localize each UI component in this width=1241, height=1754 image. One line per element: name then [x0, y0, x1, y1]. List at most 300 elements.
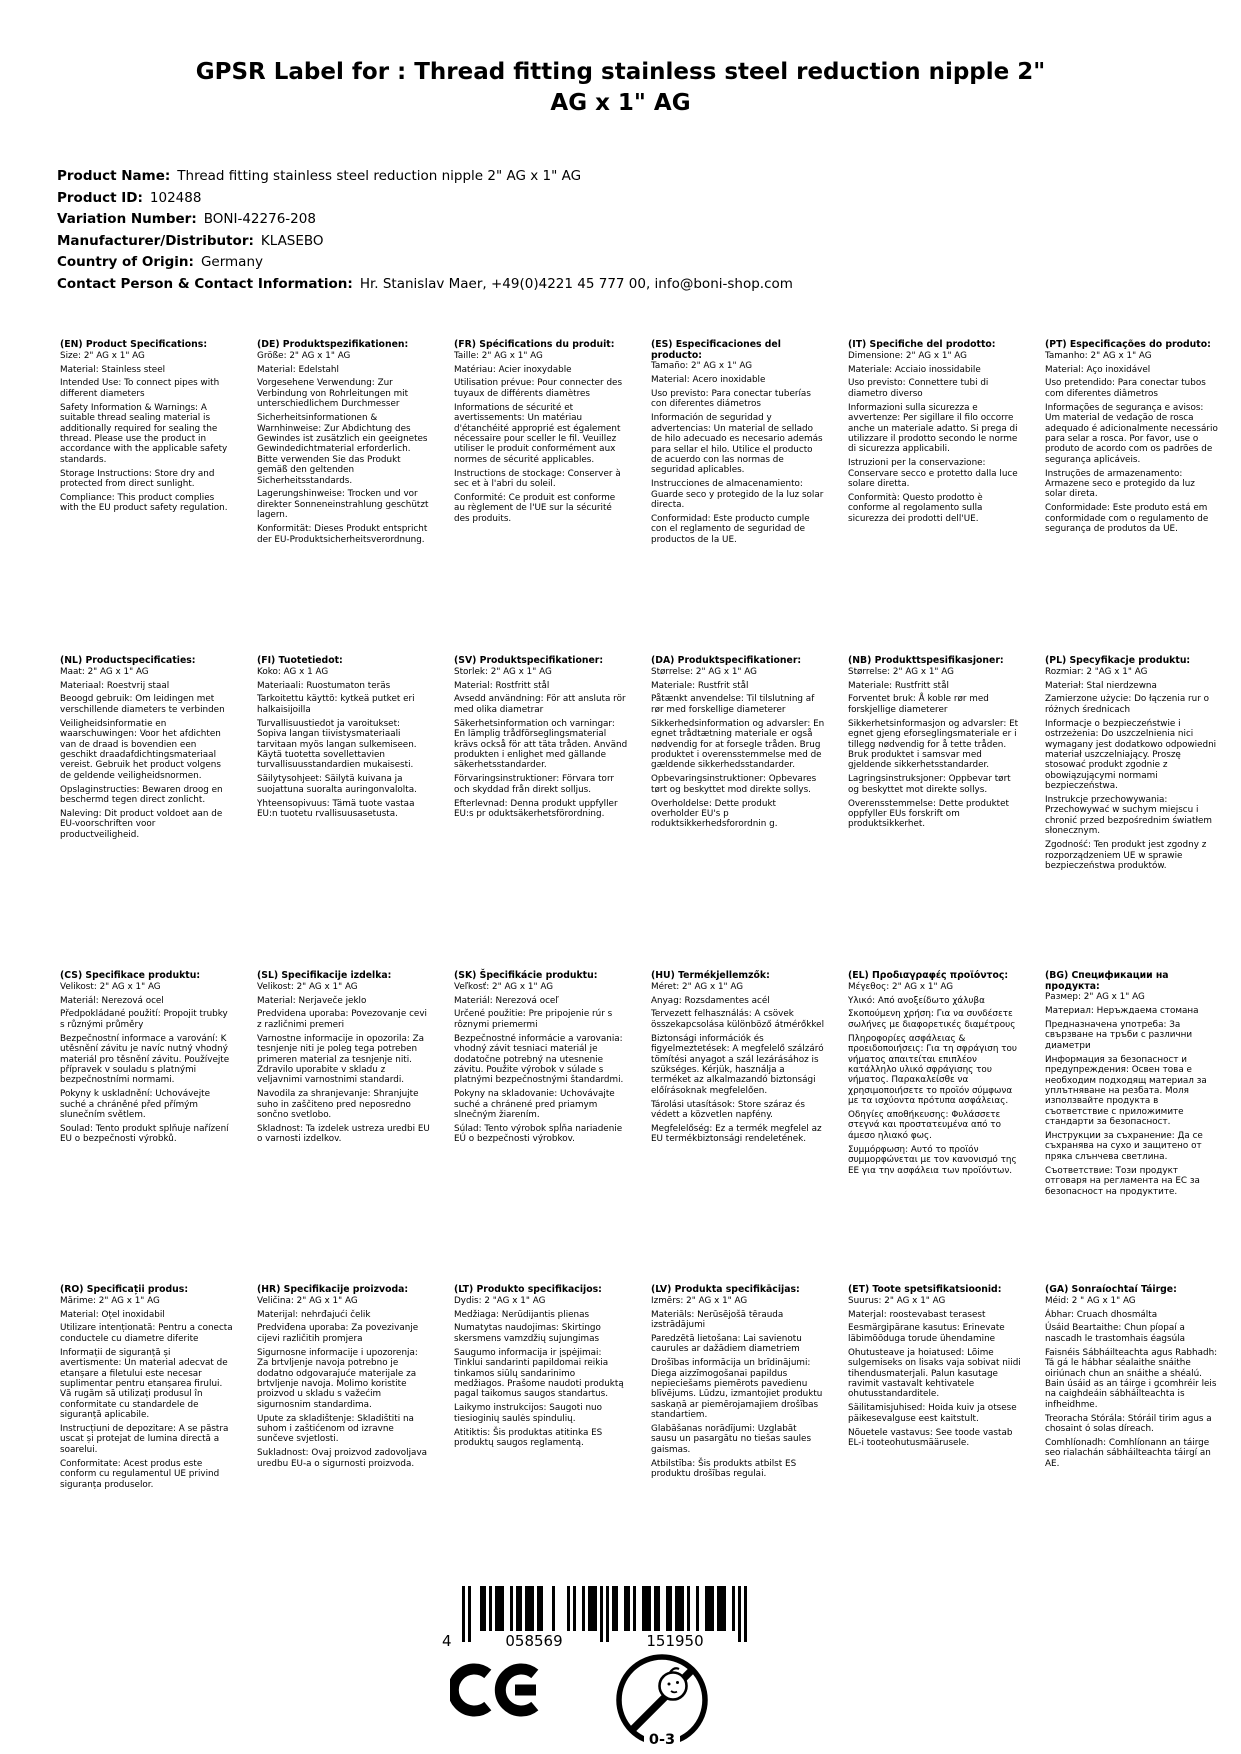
spec-paragraph: Bezpečnostní informace a varování: K utěsnění závitu je navíc nutný vhodný materiál pro těsnění závitu. Používejte přípravek v souladu s platnými bezpečnostními normami.	[60, 1033, 230, 1086]
age-warning-0-3-icon	[612, 1650, 712, 1754]
spec-paragraph: Размер: 2" AG x 1" AG	[1045, 992, 1145, 1003]
spec-paragraph: Bezpečnostné informácie a varovania: vhodný závit tesniaci materiál je dodatočne potrebný na utesnenie závitu. Použite výrobok v súlade s platnými bezpečnostnými štandardmi.	[454, 1033, 624, 1086]
ce-letter-c	[453, 1669, 487, 1711]
spec-paragraph: Uso previsto: Para conectar tuberías con diferentes diámetros	[651, 389, 811, 410]
language-cell-es	[651, 340, 825, 545]
spec-paragraph: Material: Aço inoxidável	[1045, 364, 1151, 375]
language-cell-en	[60, 340, 234, 514]
product-info-row	[57, 231, 1201, 253]
language-cell-header: (SL) Specifikacije izdelka:	[257, 970, 392, 981]
ean13-barcode	[440, 1586, 752, 1650]
barcode-bar	[738, 1586, 741, 1642]
language-cell-body	[651, 982, 825, 1145]
spec-paragraph: Dimensione: 2" AG x 1" AG	[848, 350, 967, 361]
spec-paragraph: Suurus: 2" AG x 1" AG	[848, 1295, 946, 1306]
spec-paragraph: Storage Instructions: Store dry and protected from direct sunlight.	[60, 468, 215, 490]
barcode-bar	[669, 1586, 672, 1631]
language-cell-header: (DA) Produktspecifikationer:	[651, 655, 802, 666]
barcode-bar	[615, 1586, 618, 1631]
spec-paragraph: Υλικό: Από ανοξείδωτο χάλυβα	[848, 995, 985, 1006]
spec-paragraph: Materiāls: Nerūsējošā tērauda izstrādājumi	[651, 1309, 784, 1330]
product-field-label: Variation Number:	[57, 211, 197, 227]
language-cell-body	[848, 982, 1022, 1176]
spec-paragraph: Numatytas naudojimas: Skirtingo skersmens vamzdžių sujungimas	[454, 1323, 601, 1344]
barcode-bar	[711, 1586, 714, 1631]
spec-paragraph: Treoracha Stórála: Stóráil tirim agus a chosaint ó solas díreach.	[1045, 1413, 1212, 1435]
barcode-bar	[642, 1586, 645, 1631]
barcode-bar	[519, 1586, 522, 1631]
barcode-bar	[666, 1586, 669, 1631]
spec-paragraph: Conformité: Ce produit est conforme au règlement de l'UE sur la sécurité des produits.	[454, 492, 616, 524]
product-field-value: Hr. Stanislav Maer, +49(0)4221 45 777 00, info@boni-shop.com	[359, 275, 793, 292]
spec-paragraph: Veličina: 2" AG x 1" AG	[257, 1295, 358, 1306]
barcode-bar	[606, 1586, 609, 1642]
barcode-bar	[567, 1586, 570, 1631]
spec-paragraph: Instrucțiuni de depozitare: A se păstra uscat și protejat de lumina directă a soarelui.	[60, 1424, 229, 1455]
language-cell-body	[60, 351, 234, 514]
language-cell-sk	[454, 971, 628, 1145]
spec-paragraph: Conformidad: Este producto cumple con el reglamento de seguridad de productos de la UE.	[651, 513, 810, 545]
barcode-bar	[717, 1586, 720, 1631]
language-cell-ro	[60, 1285, 234, 1490]
spec-paragraph: Naleving: Dit product voldoet aan de EU-voorschriften voor productveiligheid.	[60, 808, 223, 840]
spec-paragraph: Lagringsinstruksjoner: Oppbevar tørt og beskyttet mot direkte sollys.	[848, 774, 1011, 795]
spec-paragraph: Sikkerhetsinformasjon og advarsler: Et egnet gjeng eforseglingsmateriale er i tillegg nødvendig for å tette tråden. Bruk produktet i samsvar med gjeldende sikkerhetsstandarder.	[848, 718, 1019, 771]
language-cell-header: (GA) Sonraíochtaí Táirge:	[1045, 1284, 1177, 1295]
spec-paragraph: Informazioni sulla sicurezza e avvertenze: Per sigillare il filo occorre anche un materiale adatto. Si prega di utilizzare il prodotto secondo le norme di sicurezza applicabili.	[848, 402, 1018, 455]
spec-paragraph: Instrucciones de almacenamiento: Guarde seco y protegido de la luz solar directa.	[651, 479, 824, 511]
spec-paragraph: Uso previsto: Connettere tubi di diametro diverso	[848, 378, 989, 399]
language-cell-pt	[1045, 340, 1219, 535]
spec-paragraph: Atbilstība: Šis produkts atbilst ES produktu drošības regulai.	[651, 1458, 797, 1480]
spec-paragraph: Vorgesehene Verwendung: Zur Verbindung von Rohrleitungen mit unterschiedlichem Durchmesser	[257, 378, 409, 410]
spec-paragraph: Veiligheidsinformatie en waarschuwingen: Voor het afdichten van de draad is bovendien een geschikt draadafdichtingsmateriaal vereist. Gebruik het product volgens de geldende veiligheidsnormen.	[60, 718, 221, 781]
spec-paragraph: Izmērs: 2" AG x 1" AG	[651, 1295, 748, 1306]
barcode-bar	[540, 1586, 543, 1631]
spec-paragraph: Rozmiar: 2 "AG x 1" AG	[1045, 666, 1148, 677]
ce-mark-svg	[450, 1660, 542, 1720]
spec-paragraph: Paredzētā lietošana: Lai savienotu caurules ar dažādiem diametriem	[651, 1333, 802, 1355]
barcode-digit-lead: 4	[442, 1632, 452, 1650]
spec-paragraph: Forventet bruk: Å koble rør med forskjellige diameterer	[848, 694, 989, 715]
spec-paragraph: Navodila za shranjevanje: Shranjujte suho in zaščiteno pred neposredno sončno svetlobo.	[257, 1089, 419, 1121]
language-cell-body	[848, 667, 1022, 830]
language-cell-header: (CS) Specifikace produktu:	[60, 970, 201, 981]
barcode-bar	[633, 1586, 636, 1631]
barcode-bar	[678, 1586, 681, 1631]
baby-eye-right	[676, 1681, 679, 1684]
spec-paragraph: Sigurnosne informacije i upozorenja: Za brtvljenje navoja potrebno je dodatno odgovarajuće materijale za brtvljenje navoja. Molimo koristite proizvod u skladu s važećim sigurnosnim standardima.	[257, 1347, 418, 1410]
spec-paragraph: Tárolási utasítások: Store száraz és védett a közvetlen napfény.	[651, 1099, 805, 1121]
language-cell-body	[454, 667, 628, 820]
language-cell-header: (PL) Specyfikacje produktu:	[1045, 655, 1191, 666]
spec-paragraph: Varnostne informacije in opozorila: Za tesnjenje niti je poleg tega potreben primeren material za tesnjenje niti. Zdravilo uporabite v skladu z veljavnimi varnostnimi standardi.	[257, 1033, 425, 1086]
barcode-bar	[723, 1586, 726, 1631]
spec-paragraph: Veľkosť: 2" AG x 1" AG	[454, 981, 554, 992]
barcode-bar	[696, 1586, 699, 1631]
language-cell-body	[454, 982, 628, 1145]
spec-paragraph: Upute za skladištenje: Skladištiti na suhom i zaštićenom od izravne sunčeve svjetlosti.	[257, 1413, 414, 1445]
language-cell-header: (BG) Спецификации на продукта:	[1045, 970, 1169, 992]
barcode-bar	[720, 1586, 723, 1631]
language-cell-body	[454, 351, 628, 525]
spec-paragraph: Laikymo instrukcijos: Saugoti nuo tiesioginių saulės spindulių.	[454, 1403, 602, 1424]
spec-paragraph: Størrelse: 2" AG x 1" AG	[848, 666, 954, 677]
barcode-bar	[495, 1586, 498, 1631]
spec-paragraph: Mărime: 2" AG x 1" AG	[60, 1295, 160, 1306]
spec-paragraph: Súlad: Tento výrobok spĺňa nariadenie EÚ o bezpečnosti výrobkov.	[454, 1123, 623, 1145]
age-warning-label: 0-3	[648, 1732, 676, 1748]
language-cell-sv	[454, 656, 628, 819]
spec-paragraph: Konformität: Dieses Produkt entspricht der EU-Produktsicherheitsverordnung.	[257, 524, 428, 545]
barcode-bar	[594, 1586, 597, 1631]
spec-paragraph: Tervezett felhasználás: A csövek összekapcsolása különböző átmérőkkel	[651, 1009, 825, 1030]
language-cell-header: (HU) Termékjellemzők:	[651, 970, 770, 981]
barcode-bar	[483, 1586, 486, 1631]
barcode-svg	[440, 1586, 752, 1650]
spec-paragraph: Material: Acero inoxidable	[651, 375, 766, 386]
spec-paragraph: Pokyny na skladovanie: Uchovávajte suché a chránené pred priamym slnečným žiarením.	[454, 1089, 615, 1121]
barcode-bar	[654, 1586, 657, 1631]
language-cell-body	[60, 1296, 234, 1490]
language-cell-body	[651, 667, 825, 830]
spec-paragraph: Comhlíonadh: Comhlíonann an táirge seo rialachán sábháilteachta táirgí an AE.	[1045, 1437, 1211, 1469]
spec-paragraph: Nõuetele vastavus: See toode vastab EL-i tooteohutusmäärusele.	[848, 1427, 1013, 1448]
barcode-bar	[687, 1586, 690, 1631]
spec-paragraph: Istruzioni per la conservazione: Conservare secco e protetto dalla luce solare diretta.	[848, 458, 1018, 490]
barcode-bar	[489, 1586, 492, 1631]
barcode-bar	[552, 1586, 555, 1631]
barcode-bar	[516, 1586, 519, 1631]
barcode-bar	[681, 1586, 684, 1631]
spec-paragraph: Conformidade: Este produto está em conformidade com o regulamento de segurança de produtos da UE.	[1045, 503, 1209, 535]
spec-paragraph: Förvaringsinstruktioner: Förvara torr och skyddad från direkt solljus.	[454, 774, 615, 795]
language-cell-da	[651, 656, 825, 830]
spec-paragraph: Πληροφορίες ασφάλειας & προειδοποιήσεις: Για τη σφράγιση του νήματος απαιτείται επιπλέον κατάλληλο υλικό σφράγισης του νήματος. Παρακαλείσθε να χρησιμοποιήσετε το προϊόν σύμφωνα με τα ισχύοντα πρότυπα ασφάλειας.	[848, 1033, 1018, 1107]
spec-paragraph: Материал: Неръждаема стомана	[1045, 1006, 1199, 1017]
spec-paragraph: Určené použitie: Pre pripojenie rúr s rôznymi priemermi	[454, 1009, 613, 1030]
spec-paragraph: Utilizare intenționată: Pentru a conecta conductele cu diametre diferite	[60, 1323, 233, 1344]
spec-paragraph: Predviđena uporaba: Za povezivanje cijevi različitih promjera	[257, 1323, 419, 1344]
barcode-bar	[531, 1586, 534, 1631]
spec-paragraph: Zgodność: Ten produkt jest zgodny z rozporządzeniem UE w sprawie bezpieczeństwa produktów.	[1045, 840, 1207, 871]
language-cell-body	[60, 667, 234, 841]
spec-paragraph: Atitiktis: Šis produktas atitinka ES produktų saugos reglamentą.	[454, 1427, 603, 1448]
spec-paragraph: Velikost: 2" AG x 1" AG	[257, 981, 358, 992]
barcode-digit-group-left: 058569	[505, 1632, 563, 1650]
language-cell-it	[848, 340, 1022, 524]
spec-paragraph: Material: Edelstahl	[257, 364, 339, 375]
spec-paragraph: Material: Stainless steel	[60, 364, 166, 375]
language-cell-hr	[257, 1285, 431, 1469]
language-cell-body	[651, 361, 825, 545]
language-cell-nb	[848, 656, 1022, 830]
product-field-label: Product Name:	[57, 168, 171, 184]
product-info-block	[57, 166, 1201, 295]
product-field-label: Country of Origin:	[57, 254, 194, 270]
spec-paragraph: Glabāšanas norādījumi: Uzglabāt sausu un pasargātu no tiešas saules gaismas.	[651, 1424, 812, 1455]
spec-paragraph: Predvidena uporaba: Povezovanje cevi z različnimi premeri	[257, 1009, 427, 1030]
barcode-bar	[588, 1586, 591, 1631]
spec-paragraph: Uso pretendido: Para conectar tubos com diferentes diâmetros	[1045, 378, 1206, 399]
barcode-bar	[462, 1586, 465, 1642]
language-cell-header: (EN) Product Specifications:	[60, 339, 208, 350]
language-cell-et	[848, 1285, 1022, 1448]
spec-paragraph: Informații de siguranță și avertismente: Un material adecvat de etanșare a filetului este necesar suplimentar pentru etanșarea firului. Vă rugăm să utilizați produsul în conformitate cu standardele de siguranță aplicabile.	[60, 1347, 228, 1421]
spec-paragraph: Ohutusteave ja hoiatused: Lõime sulgemiseks on lisaks vaja sobivat niidi tihendusmaterjali. Palun kasutage ravimit vastavalt kehtivatele ohutusstandarditele.	[848, 1347, 1021, 1400]
spec-paragraph: Sicherheitsinformationen & Warnhinweise: Zur Abdichtung des Gewindes ist zusätzlich ein geeignetes Gewindedichtmaterial erforderlich. Bitte verwenden Sie das Produkt gemäß den geltenden Sicherheitsstandards.	[257, 413, 428, 486]
spec-paragraph: Matériau: Acier inoxydable	[454, 364, 572, 375]
spec-paragraph: Úsáid Beartaithe: Chun píopaí a nascadh le trastomhais éagsúla	[1045, 1323, 1185, 1344]
spec-paragraph: Størrelse: 2" AG x 1" AG	[651, 666, 757, 677]
language-cell-body	[651, 1296, 825, 1480]
spec-paragraph: Biztonsági információk és figyelmeztetések: A megfelelő szálzáró tömítési anyagot a szál lezárásához is szükséges. Kérjük, használja a terméket az alkalmazandó biztonsági előírásoknak megfelelően.	[651, 1033, 824, 1096]
barcode-bar	[600, 1586, 603, 1642]
spec-paragraph: Efterlevnad: Denna produkt uppfyller EU:s pr oduktsäkerhetsförordning.	[454, 798, 618, 819]
barcode-bar	[573, 1586, 576, 1631]
product-field-label: Manufacturer/Distributor:	[57, 232, 254, 249]
spec-paragraph: Instructions de stockage: Conserver à sec et à l'abri du soleil.	[454, 468, 621, 490]
page-title	[0, 57, 1241, 119]
spec-paragraph: Предназначена употреба: За свързване на тръби с различни диаметри	[1045, 1020, 1193, 1051]
language-cell-header: (RO) Specificații produs:	[60, 1284, 189, 1295]
language-cell-header: (IT) Specifiche del prodotto:	[848, 339, 996, 350]
spec-paragraph: Materiál: Nerezová ocel	[60, 995, 164, 1006]
language-cell-ga	[1045, 1285, 1219, 1469]
spec-paragraph: Materijal: nehrđajući čelik	[257, 1309, 371, 1320]
language-cell-header: (DE) Produktspezifikationen:	[257, 339, 409, 350]
spec-paragraph: Sikkerhedsinformation og advarsler: En egnet trådtætning materiale er også nødvendig for at forsegle tråden. Brug produktet i overensstemmelse med de gældende sikkerhedsstandarder.	[651, 718, 825, 771]
spec-paragraph: Instrukcje przechowywania: Przechowywać w suchym miejscu i chronić przed bezpośrednim światłem słonecznym.	[1045, 795, 1212, 837]
spec-paragraph: Méid: 2 " AG x 1" AG	[1045, 1295, 1136, 1306]
spec-paragraph: Tamanho: 2" AG x 1" AG	[1045, 350, 1152, 361]
barcode-bar	[675, 1586, 678, 1631]
spec-paragraph: Storlek: 2" AG x 1" AG	[454, 666, 552, 677]
spec-paragraph: Materiał: Stal nierdzewna	[1045, 680, 1157, 691]
spec-paragraph: Materiale: Rustfritt stål	[848, 680, 949, 691]
spec-paragraph: Conformità: Questo prodotto è conforme al regolamento sulla sicurezza dei prodotti dell'UE.	[848, 492, 983, 524]
barcode-bar	[744, 1586, 747, 1642]
product-field-value: BONI-42276-208	[203, 211, 316, 227]
language-cell-de	[257, 340, 431, 545]
language-cell-body	[257, 982, 431, 1145]
spec-paragraph: Materjal: roostevabast terasest	[848, 1309, 986, 1320]
spec-paragraph: Material: Oțel inoxidabil	[60, 1309, 165, 1320]
spec-paragraph: Materiaali: Ruostumaton teräs	[257, 680, 391, 691]
barcode-bar	[708, 1586, 711, 1631]
spec-paragraph: Инструкции за съхранение: Да се съхранява на сухо и защитено от пряка слънчева светлина.	[1045, 1131, 1203, 1162]
barcode-bar	[591, 1586, 594, 1631]
spec-paragraph: Turvallisuustiedot ja varoitukset: Sopiva langan tiivistysmateriaali tarvitaan myös langan sulkemiseen. Käytä tuotetta sovellettavien turvallisuusstandardien mukaisesti.	[257, 718, 417, 771]
spec-paragraph: Οδηγίες αποθήκευσης: Φυλάσσετε στεγνά και προστατευμένα από το άμεσο ηλιακό φως.	[848, 1110, 1001, 1141]
product-field-value: Thread fitting stainless steel reduction nipple 2" AG x 1" AG	[177, 168, 582, 184]
spec-paragraph: Informacje o bezpieczeństwie i ostrzeżenia: Do uszczelnienia nici wymagany jest dodatkowo odpowiedni materiał uszczelniający. Proszę stosować produkt zgodnie z obowiązującymi normami bezpieczeństwa.	[1045, 718, 1217, 792]
language-cell-cs	[60, 971, 234, 1145]
spec-paragraph: Μέγεθος: 2" AG x 1" AG	[848, 981, 954, 992]
product-field-value: 102488	[149, 189, 202, 206]
spec-paragraph: Medžiaga: Nerūdijantis plienas	[454, 1309, 590, 1320]
spec-paragraph: Compliance: This product complies with the EU product safety regulation.	[60, 492, 228, 514]
baby-face	[660, 1673, 687, 1700]
spec-paragraph: Méret: 2" AG x 1" AG	[651, 981, 744, 992]
language-cell-header: (NB) Produkttspesifikasjoner:	[848, 655, 1004, 666]
language-cell-fi	[257, 656, 431, 819]
language-cell-header: (FR) Spécifications du produit:	[454, 339, 615, 350]
language-cell-header: (SK) Špecifikácie produktu:	[454, 970, 598, 981]
language-cell-body	[848, 1296, 1022, 1449]
spec-paragraph: Säilytysohjeet: Säilytä kuivana ja suojattuna suoralta auringonvalolta.	[257, 774, 417, 795]
product-info-row	[57, 209, 1201, 231]
barcode-bar	[648, 1586, 651, 1631]
spec-paragraph: Σκοπούμενη χρήση: Για να συνδέσετε σωλήνες με διαφορετικές διαμέτρους	[848, 1009, 1016, 1030]
spec-paragraph: Yhteensopivuus: Tämä tuote vastaa EU:n tuotetu rvallisuusasetusta.	[257, 798, 415, 819]
spec-paragraph: Utilisation prévue: Pour connecter des tuyaux de différents diamètres	[454, 378, 623, 399]
spec-paragraph: Anyag: Rozsdamentes acél	[651, 995, 770, 1006]
spec-paragraph: Conformitate: Acest produs este conform cu regulamentul UE privind siguranța produselor.	[60, 1458, 220, 1490]
spec-paragraph: Dydis: 2 "AG x 1" AG	[454, 1295, 546, 1306]
spec-paragraph: Drošības informācija un brīdinājumi: Diega aizzīmogošanai papildus nepieciešams piemērots pavedienu blīvējums. Lūdzu, izmantojiet produktu saskaņā ar piemērojamajiem drošības standartiem.	[651, 1358, 823, 1421]
spec-paragraph: Zamierzone użycie: Do łączenia rur o różnych średnicach	[1045, 694, 1209, 715]
spec-paragraph: Koko: AG x 1 AG	[257, 666, 329, 677]
language-cell-lv	[651, 1285, 825, 1480]
spec-paragraph: Информация за безопасност и предупреждения: Освен това е необходим подходящ материал за уплътняване на резбата. Моля използвайте продукта в съответствие с приложимите стандарти за безопасност.	[1045, 1054, 1207, 1128]
language-cell-header: (LV) Produkta specifikācijas:	[651, 1284, 800, 1295]
spec-paragraph: Velikost: 2" AG x 1" AG	[60, 981, 161, 992]
spec-paragraph: Tamaño: 2" AG x 1" AG	[651, 361, 753, 372]
language-cell-bg	[1045, 971, 1219, 1197]
page-title-line-1: GPSR Label for : Thread fitting stainless steel reduction nipple 2"	[195, 59, 1046, 85]
barcode-bar	[657, 1586, 660, 1631]
language-cell-body	[1045, 667, 1219, 872]
spec-paragraph: Material: Rostfritt stål	[454, 680, 550, 691]
barcode-bar	[732, 1586, 735, 1631]
spec-paragraph: Informations de sécurité et avertissements: Un matériau d'étanchéité approprié est également nécessaire pour sceller le fil. Veuillez utiliser le produit conformément aux normes de sécurité applicables.	[454, 402, 621, 465]
spec-paragraph: Předpokládané použití: Propojit trubky s různými průměry	[60, 1009, 228, 1030]
spec-paragraph: Materiaal: Roestvrij staal	[60, 680, 170, 691]
product-field-value: KLASEBO	[260, 232, 324, 249]
barcode-bar	[612, 1586, 615, 1631]
barcode-bar	[498, 1586, 501, 1631]
spec-paragraph: Información de seguridad y advertencias: Un material de sellado de hilo adecuado es necesario además para sellar el hilo. Utilice el producto de acuerdo con las normas de seguridad aplicables.	[651, 413, 823, 476]
spec-paragraph: Materiale: Acciaio inossidabile	[848, 364, 981, 375]
spec-paragraph: Intended Use: To connect pipes with different diameters	[60, 378, 220, 399]
spec-paragraph: Eesmärgipärane kasutus: Erinevate läbimõõduga torude ühendamine	[848, 1323, 1005, 1344]
barcode-bar	[480, 1586, 483, 1631]
spec-paragraph: Instruções de armazenamento: Armazene seco e protegido da luz solar direta.	[1045, 468, 1195, 500]
spec-paragraph: Safety Information & Warnings: A suitable thread sealing material is additionally required for sealing the thread. Please use the product in accordance with the applicable safety standards.	[60, 402, 228, 465]
ce-mark-icon	[450, 1660, 542, 1724]
language-cell-sl	[257, 971, 431, 1145]
language-cell-header: (FI) Tuotetiedot:	[257, 655, 343, 666]
barcode-bar	[537, 1586, 540, 1631]
barcode-bar	[705, 1586, 708, 1631]
language-cell-pl	[1045, 656, 1219, 871]
spec-paragraph: Taille: 2" AG x 1" AG	[454, 350, 543, 361]
barcode-digit-group-right: 151950	[646, 1632, 704, 1650]
spec-paragraph: Lagerungshinweise: Trocken und vor direkter Sonneneinstrahlung geschützt lagern.	[257, 489, 429, 521]
product-field-label: Contact Person & Contact Information:	[57, 275, 353, 292]
language-cell-fr	[454, 340, 628, 524]
spec-paragraph: Säkerhetsinformation och varningar: En lämplig trådförseglingsmaterial krävs också för att täta tråden. Använd produkten i enlighet med gällande säkerhetsstandarder.	[454, 718, 628, 771]
language-cell-header: (EL) Προδιαγραφές προϊόντος:	[848, 970, 1009, 981]
product-info-row	[57, 274, 1201, 296]
language-cell-header: (PT) Especificações do produto:	[1045, 339, 1211, 350]
language-cell-header: (ES) Especificaciones del producto:	[651, 339, 781, 361]
barcode-bar	[582, 1586, 585, 1631]
barcode-bar	[528, 1586, 531, 1631]
language-cell-body	[1045, 992, 1219, 1197]
spec-paragraph: Materiale: Rustfrit stål	[651, 680, 749, 691]
spec-paragraph: Megfelelőség: Ez a termék megfelel az EU termékbiztonsági rendeletének.	[651, 1123, 822, 1145]
spec-paragraph: Material: Nerjaveče jeklo	[257, 995, 367, 1006]
language-cell-body	[257, 1296, 431, 1470]
spec-paragraph: Skladnost: Ta izdelek ustreza uredbi EU o varnosti izdelkov.	[257, 1123, 430, 1145]
spec-paragraph: Faisnéis Sábháilteachta agus Rabhadh: Tá gá le hábhar séalaithe snáithe oiriúnach chun an snáithe a shéalú. Bain úsáid as an táirge i gcomhréir leis na caighdeáin sábháilteachta is infheidhme.	[1045, 1347, 1218, 1410]
spec-paragraph: Maat: 2" AG x 1" AG	[60, 666, 149, 677]
spec-paragraph: Påtænkt anvendelse: Til tilslutning af rør med forskellige diameterer	[651, 694, 815, 715]
language-cell-body	[1045, 351, 1219, 535]
language-cell-body	[848, 351, 1022, 525]
barcode-bar	[645, 1586, 648, 1631]
spec-paragraph: Sukladnost: Ovaj proizvod zadovoljava uredbu EU-a o sigurnosti proizvoda.	[257, 1448, 428, 1469]
language-cell-nl	[60, 656, 234, 840]
language-cell-hu	[651, 971, 825, 1145]
language-cell-body	[257, 667, 431, 820]
product-field-value: Germany	[200, 254, 263, 270]
barcode-bar	[468, 1586, 471, 1642]
barcode-bar	[510, 1586, 513, 1631]
product-field-label: Product ID:	[57, 189, 143, 206]
spec-paragraph: Pokyny k uskladnění: Uchovávejte suché a chráněné před přímým slunečním světlem.	[60, 1089, 211, 1121]
language-cell-lt	[454, 1285, 628, 1448]
language-cell-header: (NL) Productspecificaties:	[60, 655, 196, 666]
language-cell-body	[1045, 1296, 1219, 1470]
language-cell-body	[454, 1296, 628, 1449]
baby-eye-left	[668, 1683, 671, 1686]
spec-paragraph: Informações de segurança e avisos: Um material de vedação de rosca adequado é adicionalmente necessário para selar a rosca. Por favor, use o produto de acordo com os padrões de segurança aplicáveis.	[1045, 402, 1218, 465]
language-cell-header: (SV) Produktspecifikationer:	[454, 655, 604, 666]
language-cell-header: (LT) Produkto specifikacijos:	[454, 1284, 602, 1295]
barcode-bar	[501, 1586, 504, 1631]
page-title-line-2: AG x 1" AG	[550, 90, 691, 116]
spec-paragraph: Opbevaringsinstruktioner: Opbevares tørt og beskyttet mod direkte sollys.	[651, 774, 817, 795]
spec-paragraph: Ábhar: Cruach dhosmálta	[1045, 1309, 1158, 1320]
spec-paragraph: Opslaginstructies: Bewaren droog en beschermd tegen direct zonlicht.	[60, 784, 223, 806]
spec-paragraph: Συμμόρφωση: Αυτό το προϊόν συμμορφώνεται με τον κανονισμό της ΕΕ για την ασφάλεια των προϊόντων.	[848, 1144, 1017, 1176]
product-info-row	[57, 252, 1201, 274]
language-cell-el	[848, 971, 1022, 1176]
spec-paragraph: Größe: 2" AG x 1" AG	[257, 350, 351, 361]
language-cell-body	[60, 982, 234, 1145]
spec-paragraph: Saugumo informacija ir įspėjimai: Tinklui sandarinti papildomai reikia tinkamos siūlų sandarinimo medžiagos. Prašome naudoti produktą pagal taikomus saugos standartus.	[454, 1347, 624, 1400]
spec-paragraph: Съответствие: Този продукт отговаря на регламента на ЕС за безопасност на продуктите.	[1045, 1165, 1200, 1197]
spec-paragraph: Overholdelse: Dette produkt overholder EU's p roduktsikkerhedsforordnin g.	[651, 798, 778, 830]
language-cell-header: (ET) Toote spetsifikatsioonid:	[848, 1284, 1002, 1295]
spec-paragraph: Beoogd gebruik: Om leidingen met verschillende diameters te verbinden	[60, 694, 225, 715]
spec-paragraph: Tarkoitettu käyttö: kytkeä putket eri halkaisijoilla	[257, 694, 415, 715]
language-cell-header: (HR) Specifikacije proizvoda:	[257, 1284, 409, 1295]
spec-paragraph: Materiál: Nerezová oceľ	[454, 995, 559, 1006]
barcode-bar	[525, 1586, 528, 1631]
product-info-row	[57, 166, 1201, 188]
spec-paragraph: Säilitamisjuhised: Hoida kuiv ja otsese päikesevalguse eest kaitstult.	[848, 1403, 1017, 1424]
barcode-bar	[624, 1586, 627, 1631]
language-cell-body	[257, 351, 431, 545]
spec-paragraph: Avsedd användning: För att ansluta rör med olika diametrar	[454, 694, 626, 715]
product-info-row	[57, 188, 1201, 210]
age-warning-svg	[612, 1650, 712, 1750]
barcode-bar	[627, 1586, 630, 1631]
